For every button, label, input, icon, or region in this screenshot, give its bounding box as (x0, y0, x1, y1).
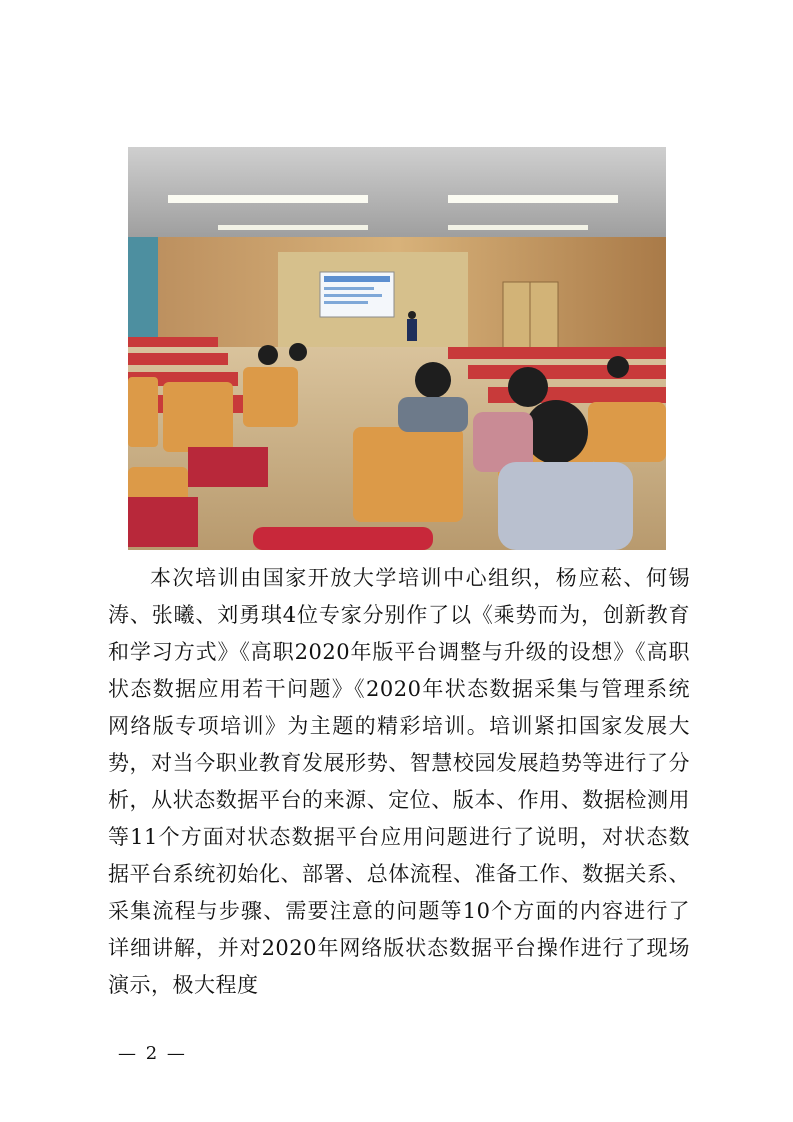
body-paragraph: 本次培训由国家开放大学培训中心组织，杨应菘、何锡涛、张曦、刘勇琪4位专家分别作了以《乘势而为，创新教育和学习方式》《高职2020年版平台调整与升级的设想》《高职状态数据应用若干问题》《2020年状态数据采集与管理系统网络版专项培训》为主题的精彩培训。培训紧扣国家发展大势，对当今职业教育发展形势、智慧校园发展趋势等进行了分析，从状态数据平台的来源、定位、版本、作用、数据检测用等11个方面对状态数据平台应用问题进行了说明，对状态数据平台系统初始化、部署、总体流程、准备工作、数据关系、采集流程与步骤、需要注意的问题等10个方面的内容进行了详细讲解，并对2020年网络版状态数据平台操作进行了现场演示，极大程度 (108, 566, 690, 997)
lecture-hall-illustration (128, 147, 666, 550)
page-number: — 2 — (118, 1043, 187, 1064)
training-photo (128, 147, 666, 550)
